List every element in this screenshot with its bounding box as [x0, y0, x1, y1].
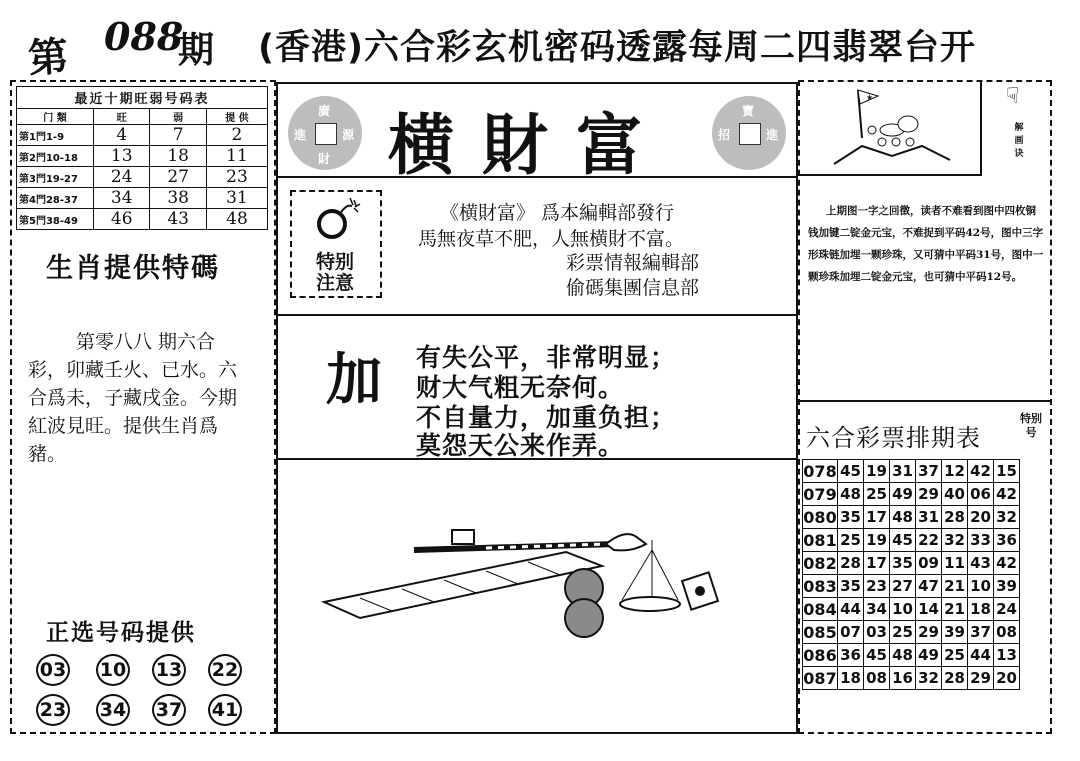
draw-number-cell: 31 [890, 460, 916, 483]
table-row [803, 506, 1020, 529]
pick-number-ball: 23 [36, 694, 70, 726]
issue-number-cell: 085 [803, 622, 837, 642]
notice-label-line: 特别 [315, 251, 354, 273]
table-row [17, 125, 268, 146]
col-header: 提 供 [206, 109, 267, 125]
special-number-cell: 24 [994, 598, 1020, 621]
coin-char: 財 [318, 152, 331, 166]
draw-number-cell: 06 [968, 483, 994, 506]
picks-title: 正选号码提供 [46, 620, 196, 646]
pick-number-ball: 03 [36, 654, 70, 686]
draw-number-cell: 43 [968, 552, 994, 575]
right-divider-3 [798, 400, 1050, 402]
draw-number-cell: 29 [916, 621, 942, 644]
cell-value: 38 [150, 188, 206, 209]
cell-value: 48 [206, 209, 267, 230]
col-header: 旺 [94, 109, 150, 125]
draw-number-cell: 28 [838, 552, 864, 575]
draw-number-cell: 48 [890, 506, 916, 529]
pick-number-ball: 41 [208, 694, 242, 726]
draw-number-cell: 20 [968, 506, 994, 529]
special-number-cell: 39 [994, 575, 1020, 598]
table-row [17, 146, 268, 167]
draw-number-cell: 12 [942, 460, 968, 483]
cell-value: 46 [94, 209, 150, 230]
table-row [803, 575, 1020, 598]
row-label: 第4門28-37 [17, 188, 94, 209]
draw-number-cell: 35 [890, 552, 916, 575]
cell-value: 31 [206, 188, 267, 209]
draw-number-cell: 28 [942, 667, 968, 690]
draw-number-cell: 36 [838, 644, 864, 667]
notice-label-line: 注意 [315, 272, 354, 294]
issue-number-cell: 084 [803, 599, 837, 619]
issue-number-cell: 078 [803, 461, 837, 481]
page-title: (香港)六合彩玄机密码透露每周二四翡翠台开 [258, 28, 976, 68]
draw-number-cell: 35 [838, 506, 864, 529]
poem-line: 不自量力，加重负担； [416, 403, 677, 432]
table-row [803, 598, 1020, 621]
draw-number-cell: 21 [942, 575, 968, 598]
right-divider-2 [980, 80, 982, 176]
draw-number-cell: 49 [916, 644, 942, 667]
issue-number-cell: 079 [803, 484, 837, 504]
notice-label [300, 252, 370, 294]
coin-char: 招 [718, 128, 731, 142]
draw-number-cell: 40 [942, 483, 968, 506]
table-row [803, 644, 1020, 667]
draw-number-cell: 45 [864, 644, 890, 667]
cell-value: 7 [150, 125, 206, 146]
hot-cold-table-title: 最近十期旺弱号码表 [16, 86, 268, 108]
lucky-coin-left [288, 96, 362, 170]
draw-number-cell: 32 [942, 529, 968, 552]
issue-number-cell: 081 [803, 530, 837, 550]
draw-number-cell: 35 [838, 575, 864, 598]
draw-schedule-table [802, 459, 1020, 690]
table-row [803, 483, 1020, 506]
draw-number-cell: 31 [916, 506, 942, 529]
special-number-cell: 15 [994, 460, 1020, 483]
coin-char: 進 [766, 128, 779, 142]
special-number-cell: 13 [994, 644, 1020, 667]
draw-number-cell: 45 [890, 529, 916, 552]
cell-value: 18 [150, 146, 206, 167]
col-header: 门 類 [17, 109, 94, 125]
table-row [803, 621, 1020, 644]
issue-number-cell: 086 [803, 645, 837, 665]
coin-hole [739, 123, 761, 145]
cell-value: 4 [94, 125, 150, 146]
hint-text: 上期图一字之回徴，读者不难看到图中四枚铜钱加键二锭金元宝，不难捉到平码42号，图中三字形珠链加埋一颗珍珠，又可猜中平码31号，图中一颗珍珠加埋二锭金元宝，也可猜中平码12号。 [808, 205, 1044, 283]
zodiac-title: 生肖提供特碼 [46, 253, 220, 284]
cell-value: 23 [206, 167, 267, 188]
draw-number-cell: 17 [864, 552, 890, 575]
issue-number-cell: 082 [803, 553, 837, 573]
poem-line: 财大气粗无奈何。 [416, 373, 625, 402]
row-label: 第3門19-27 [17, 167, 94, 188]
draw-number-cell: 03 [864, 621, 890, 644]
draw-number-cell: 47 [916, 575, 942, 598]
draw-number-cell: 25 [942, 644, 968, 667]
issue-number-cell: 080 [803, 507, 837, 527]
hint-label: 解画诀 [1014, 123, 1024, 159]
draw-number-cell: 18 [838, 667, 864, 690]
zodiac-text: 第零八八 期六合彩，卯藏壬火、已水。六合爲未，子藏戌金。今期紅波見旺。提供生肖爲豬。 [28, 331, 238, 465]
special-number-cell: 42 [994, 483, 1020, 506]
draw-number-cell: 29 [916, 483, 942, 506]
draw-number-cell: 10 [890, 598, 916, 621]
table-row [803, 460, 1020, 483]
draw-number-cell: 39 [942, 621, 968, 644]
schedule-title: 六合彩票排期表 [806, 424, 981, 452]
special-number-cell: 42 [994, 552, 1020, 575]
draw-number-cell: 28 [942, 506, 968, 529]
pick-number-ball: 10 [96, 654, 130, 686]
table-row [17, 209, 268, 230]
issue-suffix: 期 [178, 29, 215, 71]
issue-number: 088 [104, 14, 184, 59]
coin-char: 源 [342, 128, 355, 142]
draw-number-cell: 19 [864, 529, 890, 552]
draw-number-cell: 49 [890, 483, 916, 506]
notice-line: 馬無夜草不肥，人無横財不富。 [418, 228, 685, 250]
draw-number-cell: 45 [838, 460, 864, 483]
draw-number-cell: 29 [968, 667, 994, 690]
draw-number-cell: 21 [942, 598, 968, 621]
row-label: 第2門10-18 [17, 146, 94, 167]
pick-number-ball: 37 [152, 694, 186, 726]
notice-line: 彩票情報編輯部 [566, 252, 700, 274]
table-row [803, 529, 1020, 552]
hint-illustration [832, 86, 952, 166]
table-row [803, 667, 1020, 690]
poem-prefix: 加 [326, 347, 382, 413]
lucky-coin-right [712, 96, 786, 170]
right-divider-1 [798, 174, 980, 176]
pick-number-ball: 34 [96, 694, 130, 726]
notice-line: 偷碼集團信息部 [566, 277, 700, 299]
special-number-cell: 20 [994, 667, 1020, 690]
draw-number-cell: 09 [916, 552, 942, 575]
special-number-label: 特别号 [1020, 412, 1042, 439]
issue-prefix: 第 [26, 32, 70, 83]
draw-number-cell: 44 [968, 644, 994, 667]
coin-hole [315, 123, 337, 145]
issue-number-cell: 087 [803, 668, 837, 688]
logo-title: 横財富 [388, 106, 670, 184]
pick-number-ball: 13 [152, 654, 186, 686]
cell-value: 34 [94, 188, 150, 209]
draw-number-cell: 10 [968, 575, 994, 598]
row-label: 第5門38-49 [17, 209, 94, 230]
cell-value: 24 [94, 167, 150, 188]
table-row [17, 188, 268, 209]
special-number-cell: 32 [994, 506, 1020, 529]
draw-number-cell: 25 [838, 529, 864, 552]
coin-char: 寶 [742, 104, 755, 118]
puzzle-illustration [316, 510, 736, 640]
cell-value: 13 [94, 146, 150, 167]
draw-number-cell: 23 [864, 575, 890, 598]
draw-number-cell: 14 [916, 598, 942, 621]
special-number-cell: 36 [994, 529, 1020, 552]
draw-number-cell: 32 [916, 667, 942, 690]
draw-number-cell: 33 [968, 529, 994, 552]
draw-number-cell: 27 [890, 575, 916, 598]
draw-number-cell: 25 [864, 483, 890, 506]
cell-value: 27 [150, 167, 206, 188]
draw-number-cell: 34 [864, 598, 890, 621]
notice-line: 《横財富》 爲本編輯部發行 [440, 202, 675, 224]
draw-number-cell: 08 [864, 667, 890, 690]
hot-cold-table [16, 86, 268, 230]
draw-number-cell: 48 [838, 483, 864, 506]
pick-number-ball: 22 [208, 654, 242, 686]
draw-number-cell: 07 [838, 621, 864, 644]
draw-number-cell: 44 [838, 598, 864, 621]
coin-char: 進 [294, 128, 307, 142]
draw-number-cell: 17 [864, 506, 890, 529]
table-row [803, 552, 1020, 575]
cell-value: 43 [150, 209, 206, 230]
svg-text:★: ★ [866, 93, 874, 102]
col-header: 弱 [150, 109, 206, 125]
draw-number-cell: 18 [968, 598, 994, 621]
draw-number-cell: 37 [916, 460, 942, 483]
draw-number-cell: 42 [968, 460, 994, 483]
cell-value: 2 [206, 125, 267, 146]
center-divider-2 [276, 314, 798, 316]
draw-number-cell: 19 [864, 460, 890, 483]
special-number-cell: 08 [994, 621, 1020, 644]
draw-number-cell: 25 [890, 621, 916, 644]
poem-line: 有失公平，非常明显； [416, 343, 677, 372]
pointing-hand-icon: ☟ [1006, 84, 1020, 109]
draw-number-cell: 16 [890, 667, 916, 690]
row-label: 第1門1-9 [17, 125, 94, 146]
poem-line: 莫怨天公来作弄。 [416, 431, 625, 460]
draw-number-cell: 22 [916, 529, 942, 552]
issue-number-cell: 083 [803, 576, 837, 596]
table-row [17, 167, 268, 188]
bomb-icon [314, 196, 364, 242]
draw-number-cell: 48 [890, 644, 916, 667]
cell-value: 11 [206, 146, 267, 167]
draw-number-cell: 11 [942, 552, 968, 575]
coin-char: 廣 [318, 104, 331, 118]
draw-number-cell: 37 [968, 621, 994, 644]
